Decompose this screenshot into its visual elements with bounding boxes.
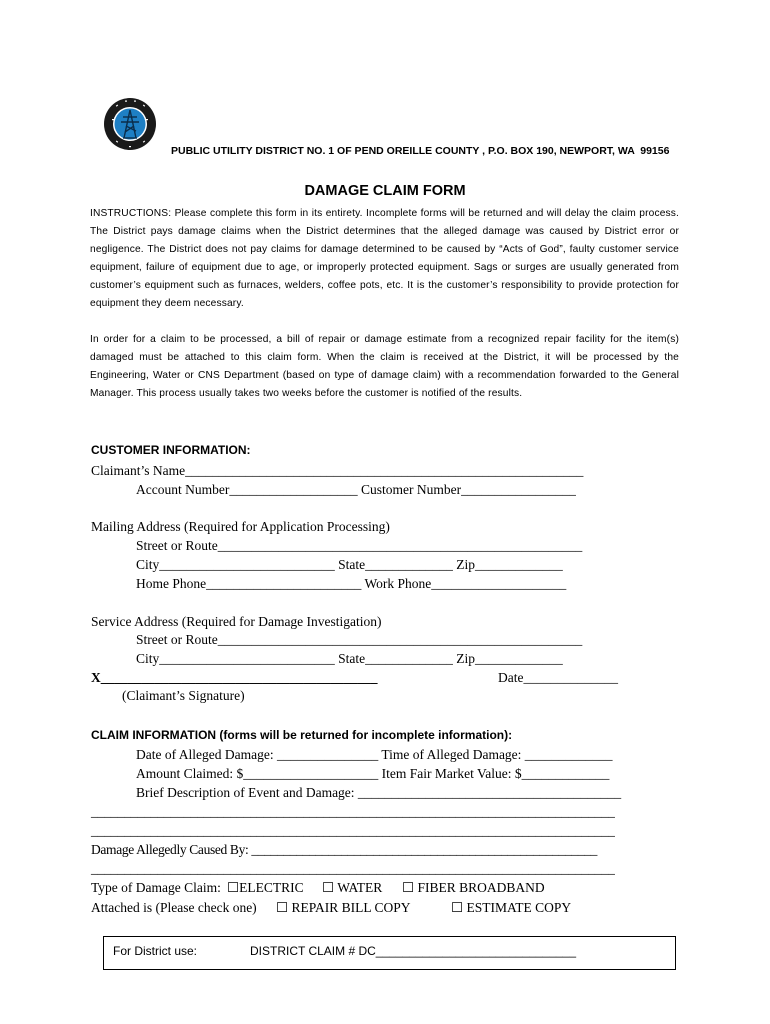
description-blank-line[interactable]: _______________________________________________________________________________	[91, 823, 615, 838]
signature-date-field[interactable]: Date______________	[498, 670, 618, 685]
district-claim-number-field[interactable]: DISTRICT CLAIM # DC______________________________	[250, 944, 577, 958]
checkbox-icon[interactable]: ☐	[322, 880, 335, 895]
service-city-state-zip-field[interactable]: City__________________________ State_____________ Zip_____________	[136, 651, 563, 666]
claim-information-heading: CLAIM INFORMATION (forms will be returned for incomplete information):	[91, 728, 513, 742]
mailing-city-state-zip-field[interactable]: City__________________________ State_____________ Zip_____________	[136, 557, 563, 572]
instructions-paragraph: INSTRUCTIONS: Please complete this form in its entirety. Incomplete forms will be returned and will delay the claim process. The District pays damage claims when the District determines that the alleged damage was caused by District error or negligence. The District does not pay claims for damage determined to be caused by “Acts of God”, faulty customer service equipment, failure of equipment due to age, or improperly protected equipment. Sags or surges are usually generated from customer’s equipment such as furnaces, welders, coffee pots, etc. It is the customer’s responsibility to provide protection for equipment they deem necessary.	[90, 208, 679, 309]
damage-type-water-option[interactable]: ☐ WATER	[322, 880, 383, 895]
damage-type-fiber-option[interactable]: ☐ FIBER BROADBAND	[402, 880, 545, 895]
mailing-street-field[interactable]: Street or Route______________________________________________________	[136, 538, 583, 553]
damage-type-label: Type of Damage Claim:	[91, 880, 221, 895]
checkbox-icon[interactable]: ☐	[402, 880, 415, 895]
account-number-field[interactable]: Account Number___________________ Customer Number_________________	[136, 482, 576, 497]
service-street-field[interactable]: Street or Route______________________________________________________	[136, 632, 583, 647]
amount-claimed-field[interactable]: Amount Claimed: $____________________ Item Fair Market Value: $_____________	[136, 766, 610, 781]
damage-type-electric-option[interactable]: ☐ELECTRIC	[227, 880, 304, 895]
district-use-label: For District use:	[113, 944, 198, 958]
damage-date-time-field[interactable]: Date of Alleged Damage: _______________ Time of Alleged Damage: _____________	[136, 747, 613, 762]
attachment-label: Attached is (Please check one)	[91, 900, 257, 915]
claimant-name-field[interactable]: Claimant’s Name___________________________________________________________	[91, 463, 584, 478]
pud-logo-icon	[103, 97, 157, 151]
attachment-estimate-option[interactable]: ☐ ESTIMATE COPY	[451, 900, 572, 915]
cause-blank-line[interactable]: _______________________________________________________________________________	[91, 861, 615, 876]
checkbox-icon[interactable]: ☐	[227, 880, 240, 895]
form-title: DAMAGE CLAIM FORM	[304, 183, 466, 199]
signature-field[interactable]: X_________________________________________	[91, 670, 378, 685]
phone-fields[interactable]: Home Phone_______________________ Work Phone____________________	[136, 576, 567, 591]
event-description-field[interactable]: Brief Description of Event and Damage: _______________________________________	[136, 785, 622, 800]
damage-cause-field[interactable]: Damage Allegedly Caused By: ______________________________________________________	[91, 842, 598, 857]
checkbox-icon[interactable]: ☐	[451, 900, 464, 915]
organization-header: PUBLIC UTILITY DISTRICT NO. 1 OF PEND OREILLE COUNTY , P.O. BOX 190, NEWPORT, WA 99156	[171, 145, 670, 157]
customer-information-heading: CUSTOMER INFORMATION:	[91, 443, 251, 457]
attachment-repair-bill-option[interactable]: ☐ REPAIR BILL COPY	[276, 900, 411, 915]
description-blank-line[interactable]: _______________________________________________________________________________	[91, 804, 615, 819]
mailing-address-heading: Mailing Address (Required for Application Processing)	[91, 519, 390, 534]
process-paragraph: In order for a claim to be processed, a bill of repair or damage estimate from a recognized repair facility for the item(s) damaged must be attached to this claim form. When the claim is received at the District, it will be processed by the Engineering, Water or CNS Department (based on type of damage claim) with a recommendation forwarded to the General Manager. This process usually takes two weeks before the customer is notified of the results.	[90, 334, 679, 399]
signature-caption: (Claimant’s Signature)	[122, 688, 245, 703]
checkbox-icon[interactable]: ☐	[276, 900, 289, 915]
service-address-heading: Service Address (Required for Damage Investigation)	[91, 614, 382, 629]
